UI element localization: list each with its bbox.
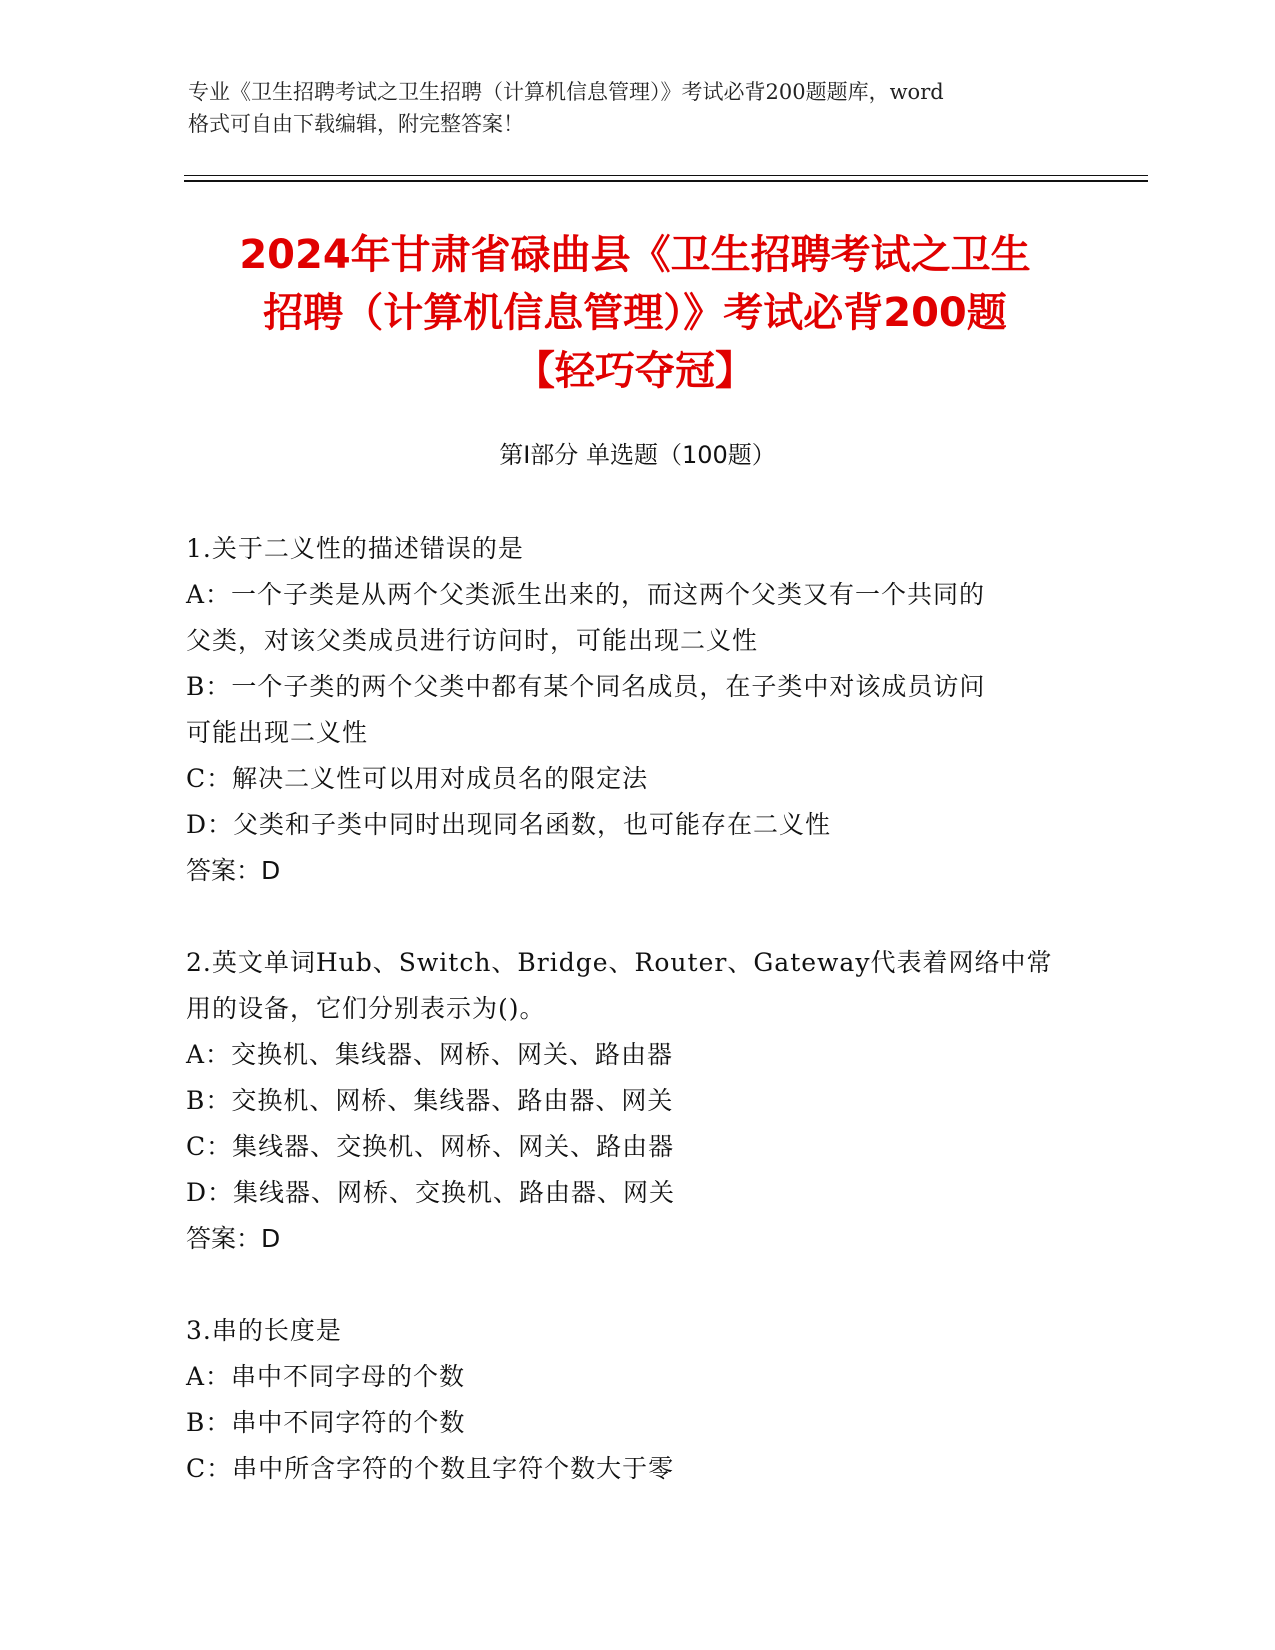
answer-key: 答案：D <box>186 1224 281 1253</box>
answer-key: 答案：D <box>186 856 281 885</box>
answer-option: A：交换机、集线器、网桥、网关、路由器 <box>186 1040 674 1069</box>
answer-option: C：解决二义性可以用对成员名的限定法 <box>186 764 649 793</box>
answer-option: 父类，对该父类成员进行访问时，可能出现二义性 <box>186 626 759 655</box>
answer-option: B：串中不同字符的个数 <box>186 1408 466 1437</box>
header-divider-thick <box>184 180 1148 182</box>
question-stem: 1.关于二义性的描述错误的是 <box>186 534 524 563</box>
answer-option: D：集线器、网桥、交换机、路由器、网关 <box>186 1178 676 1207</box>
title-line: 招聘（计算机信息管理）》考试必背200题 <box>263 290 1007 336</box>
title-line: 【轻巧夺冠】 <box>515 348 755 394</box>
header-divider-thin <box>184 175 1148 176</box>
section-heading: 第Ⅰ部分 单选题（100题） <box>499 441 776 469</box>
title-line: 2024年甘肃省碌曲县《卫生招聘考试之卫生 <box>239 232 1031 278</box>
question-item <box>186 1308 1086 1492</box>
answer-option: A：一个子类是从两个父类派生出来的，而这两个父类又有一个共同的 <box>186 580 986 609</box>
question-item <box>186 940 1086 1262</box>
question-stem: 用的设备，它们分别表示为()。 <box>186 994 546 1023</box>
question-stem: 3.串的长度是 <box>186 1316 342 1345</box>
answer-option: 可能出现二义性 <box>186 718 369 747</box>
question-stem: 2.英文单词Hub、Switch、Bridge、Router、Gateway代表着网络中常 <box>186 948 1053 977</box>
header-note-line: 格式可自由下载编辑，附完整答案！ <box>188 112 524 136</box>
answer-option: B：交换机、网桥、集线器、路由器、网关 <box>186 1086 674 1115</box>
answer-option: D：父类和子类中同时出现同名函数，也可能存在二义性 <box>186 810 832 839</box>
document-title <box>140 226 1130 400</box>
question-list <box>186 526 1086 1538</box>
question-item <box>186 526 1086 894</box>
answer-option: C：串中所含字符的个数且字符个数大于零 <box>186 1454 675 1483</box>
answer-option: B：一个子类的两个父类中都有某个同名成员，在子类中对该成员访问 <box>186 672 986 701</box>
header-note <box>188 76 1088 140</box>
answer-option: C：集线器、交换机、网桥、网关、路由器 <box>186 1132 675 1161</box>
header-note-line: 专业《卫生招聘考试之卫生招聘（计算机信息管理）》考试必背200题题库，word <box>188 80 944 104</box>
answer-option: A：串中不同字母的个数 <box>186 1362 466 1391</box>
